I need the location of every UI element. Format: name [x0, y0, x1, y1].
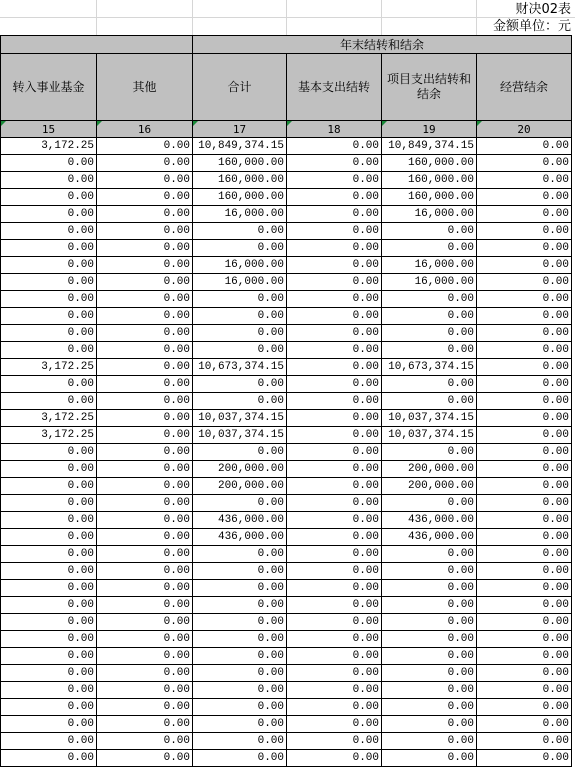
table-row — [1, 138, 572, 155]
table-cell[interactable]: 0.00 — [287, 478, 382, 495]
table-cell[interactable]: 0.00 — [97, 699, 193, 716]
table-cell[interactable]: 0.00 — [477, 172, 572, 189]
table-cell[interactable]: 16,000.00 — [193, 206, 287, 223]
table-row — [1, 546, 572, 563]
table-cell[interactable]: 0.00 — [1, 665, 97, 682]
table-cell[interactable]: 0.00 — [193, 682, 287, 699]
table-cell[interactable]: 0.00 — [97, 444, 193, 461]
table-cell[interactable]: 0.00 — [97, 546, 193, 563]
table-cell[interactable]: 0.00 — [287, 631, 382, 648]
table-cell[interactable]: 0.00 — [193, 308, 287, 325]
table-cell[interactable]: 0.00 — [287, 716, 382, 733]
table-cell[interactable]: 0.00 — [193, 614, 287, 631]
table-cell[interactable]: 0.00 — [287, 342, 382, 359]
table-row — [1, 665, 572, 682]
column-header[interactable]: 基本支出结转 — [287, 54, 382, 121]
column-header[interactable]: 其他 — [97, 54, 193, 121]
table-cell[interactable]: 0.00 — [1, 308, 97, 325]
table-cell[interactable]: 0.00 — [287, 699, 382, 716]
table-cell[interactable]: 0.00 — [97, 138, 193, 155]
comment-marker-icon — [287, 121, 292, 126]
table-cell[interactable]: 0.00 — [382, 716, 477, 733]
table-cell[interactable]: 0.00 — [382, 614, 477, 631]
data-table — [0, 35, 572, 767]
table-cell[interactable]: 0.00 — [287, 614, 382, 631]
table-row — [1, 206, 572, 223]
table-cell[interactable]: 0.00 — [477, 478, 572, 495]
table-row — [1, 291, 572, 308]
table-cell[interactable]: 0.00 — [477, 614, 572, 631]
table-cell[interactable]: 16,000.00 — [382, 257, 477, 274]
column-number: 17 — [232, 122, 247, 136]
column-number-cell[interactable] — [287, 121, 382, 138]
table-cell[interactable]: 0.00 — [287, 461, 382, 478]
table-cell[interactable]: 0.00 — [97, 665, 193, 682]
table-row — [1, 648, 572, 665]
table-cell[interactable]: 0.00 — [477, 682, 572, 699]
comment-marker-icon — [193, 121, 198, 126]
table-cell[interactable]: 0.00 — [287, 393, 382, 410]
table-cell[interactable]: 0.00 — [1, 172, 97, 189]
table-row — [1, 461, 572, 478]
table-cell[interactable]: 0.00 — [1, 393, 97, 410]
table-cell[interactable]: 0.00 — [477, 427, 572, 444]
table-cell[interactable]: 0.00 — [193, 665, 287, 682]
column-number-cell[interactable] — [97, 121, 193, 138]
table-cell[interactable]: 0.00 — [193, 631, 287, 648]
table-cell[interactable]: 0.00 — [193, 546, 287, 563]
header-blank[interactable] — [1, 36, 193, 54]
table-cell[interactable]: 0.00 — [97, 597, 193, 614]
table-cell[interactable]: 0.00 — [1, 750, 97, 767]
table-cell[interactable]: 0.00 — [1, 512, 97, 529]
table-cell[interactable]: 0.00 — [382, 325, 477, 342]
table-cell[interactable]: 10,849,374.15 — [193, 138, 287, 155]
table-cell[interactable]: 0.00 — [193, 495, 287, 512]
table-cell[interactable]: 10,673,374.15 — [193, 359, 287, 376]
table-cell[interactable]: 0.00 — [287, 308, 382, 325]
table-cell[interactable]: 0.00 — [1, 155, 97, 172]
table-cell[interactable]: 0.00 — [97, 206, 193, 223]
table-cell[interactable]: 0.00 — [382, 631, 477, 648]
table-cell[interactable]: 0.00 — [287, 512, 382, 529]
column-number: 19 — [422, 122, 436, 136]
table-row — [1, 478, 572, 495]
table-row — [1, 682, 572, 699]
table-cell[interactable]: 0.00 — [287, 495, 382, 512]
table-cell[interactable]: 0.00 — [97, 716, 193, 733]
table-cell[interactable]: 0.00 — [287, 580, 382, 597]
comment-marker-icon — [477, 121, 482, 126]
table-cell[interactable]: 0.00 — [287, 257, 382, 274]
table-cell[interactable]: 0.00 — [477, 223, 572, 240]
table-cell[interactable]: 0.00 — [193, 699, 287, 716]
table-cell[interactable]: 16,000.00 — [382, 274, 477, 291]
table-cell[interactable]: 0.00 — [477, 138, 572, 155]
table-cell[interactable]: 436,000.00 — [382, 512, 477, 529]
table-cell[interactable]: 0.00 — [382, 342, 477, 359]
table-cell[interactable]: 0.00 — [193, 291, 287, 308]
table-cell[interactable]: 436,000.00 — [382, 529, 477, 546]
table-cell[interactable]: 0.00 — [382, 682, 477, 699]
table-cell[interactable]: 0.00 — [97, 495, 193, 512]
table-cell[interactable]: 0.00 — [1, 648, 97, 665]
table-cell[interactable]: 0.00 — [287, 563, 382, 580]
table-cell[interactable]: 0.00 — [477, 308, 572, 325]
table-row — [1, 155, 572, 172]
table-cell[interactable]: 10,037,374.15 — [193, 427, 287, 444]
table-cell[interactable]: 0.00 — [382, 563, 477, 580]
column-number-cell[interactable] — [477, 121, 572, 138]
table-cell[interactable]: 0.00 — [1, 495, 97, 512]
table-row — [1, 444, 572, 461]
table-cell[interactable]: 160,000.00 — [193, 155, 287, 172]
table-cell[interactable]: 0.00 — [1, 274, 97, 291]
table-row — [1, 342, 572, 359]
table-cell[interactable]: 0.00 — [287, 597, 382, 614]
table-cell[interactable]: 0.00 — [97, 563, 193, 580]
table-cell[interactable]: 0.00 — [287, 410, 382, 427]
table-cell[interactable]: 0.00 — [97, 410, 193, 427]
table-cell[interactable]: 0.00 — [477, 257, 572, 274]
table-cell[interactable]: 0.00 — [97, 325, 193, 342]
comment-marker-icon — [97, 121, 102, 126]
table-cell[interactable]: 0.00 — [1, 614, 97, 631]
sheet-title: 财决02表 — [515, 2, 571, 17]
table-cell[interactable]: 0.00 — [287, 376, 382, 393]
table-row — [1, 580, 572, 597]
table-cell[interactable]: 0.00 — [97, 274, 193, 291]
table-row — [1, 410, 572, 427]
table-cell[interactable]: 0.00 — [1, 325, 97, 342]
table-cell[interactable]: 0.00 — [97, 614, 193, 631]
table-cell[interactable]: 0.00 — [97, 376, 193, 393]
table-cell[interactable]: 0.00 — [477, 512, 572, 529]
table-cell[interactable]: 0.00 — [382, 444, 477, 461]
table-cell[interactable]: 10,037,374.15 — [382, 427, 477, 444]
table-cell[interactable]: 0.00 — [287, 682, 382, 699]
table-cell[interactable]: 0.00 — [1, 682, 97, 699]
table-cell[interactable]: 0.00 — [193, 563, 287, 580]
table-cell[interactable]: 0.00 — [287, 444, 382, 461]
table-cell[interactable]: 160,000.00 — [382, 189, 477, 206]
table-cell[interactable]: 0.00 — [382, 733, 477, 750]
table-cell[interactable]: 0.00 — [477, 733, 572, 750]
table-cell[interactable]: 0.00 — [193, 733, 287, 750]
table-cell[interactable]: 0.00 — [1, 699, 97, 716]
table-cell[interactable]: 0.00 — [382, 495, 477, 512]
table-cell[interactable]: 0.00 — [97, 308, 193, 325]
table-cell[interactable]: 0.00 — [287, 274, 382, 291]
table-cell[interactable]: 0.00 — [193, 325, 287, 342]
table-cell[interactable]: 0.00 — [477, 750, 572, 767]
table-row — [1, 512, 572, 529]
table-cell[interactable]: 0.00 — [1, 631, 97, 648]
table-cell[interactable]: 0.00 — [477, 444, 572, 461]
table-row — [1, 274, 572, 291]
table-cell[interactable]: 0.00 — [1, 546, 97, 563]
table-cell[interactable]: 0.00 — [382, 291, 477, 308]
table-cell[interactable]: 0.00 — [477, 410, 572, 427]
table-cell[interactable]: 0.00 — [477, 189, 572, 206]
table-cell[interactable]: 160,000.00 — [193, 172, 287, 189]
table-row — [1, 699, 572, 716]
column-number: 20 — [517, 122, 531, 136]
table-cell[interactable]: 0.00 — [193, 393, 287, 410]
table-cell[interactable]: 0.00 — [97, 172, 193, 189]
table-cell[interactable]: 0.00 — [97, 580, 193, 597]
table-cell[interactable]: 0.00 — [287, 750, 382, 767]
table-cell[interactable]: 16,000.00 — [193, 274, 287, 291]
table-cell[interactable]: 0.00 — [1, 529, 97, 546]
table-row — [1, 733, 572, 750]
comment-marker-icon — [1, 121, 6, 126]
table-cell[interactable]: 0.00 — [477, 597, 572, 614]
unit-label: 金额单位：元 — [492, 19, 571, 34]
table-cell[interactable]: 0.00 — [382, 308, 477, 325]
table-cell[interactable]: 0.00 — [97, 750, 193, 767]
table-cell[interactable]: 0.00 — [97, 478, 193, 495]
table-cell[interactable]: 0.00 — [1, 342, 97, 359]
column-header[interactable]: 转入事业基金 — [1, 54, 97, 121]
column-number-cell[interactable] — [1, 121, 97, 138]
table-row — [1, 172, 572, 189]
table-cell[interactable]: 0.00 — [193, 342, 287, 359]
table-cell[interactable]: 0.00 — [477, 648, 572, 665]
table-cell[interactable]: 0.00 — [1, 444, 97, 461]
table-cell[interactable]: 0.00 — [97, 393, 193, 410]
table-cell[interactable]: 0.00 — [477, 155, 572, 172]
table-cell[interactable]: 0.00 — [477, 342, 572, 359]
group-header[interactable]: 年末结转和结余 — [193, 36, 572, 54]
table-cell[interactable]: 0.00 — [477, 716, 572, 733]
comment-marker-icon — [382, 121, 387, 126]
table-cell[interactable]: 0.00 — [193, 648, 287, 665]
table-row — [1, 376, 572, 393]
table-cell[interactable]: 0.00 — [97, 512, 193, 529]
table-cell[interactable]: 0.00 — [382, 597, 477, 614]
table-cell[interactable]: 160,000.00 — [382, 172, 477, 189]
table-cell[interactable]: 0.00 — [97, 427, 193, 444]
table-cell[interactable]: 436,000.00 — [193, 529, 287, 546]
table-cell[interactable]: 200,000.00 — [382, 461, 477, 478]
column-number: 16 — [137, 122, 152, 136]
table-cell[interactable]: 0.00 — [1, 206, 97, 223]
table-cell[interactable]: 0.00 — [477, 240, 572, 257]
table-cell[interactable]: 200,000.00 — [193, 461, 287, 478]
table-cell[interactable]: 0.00 — [287, 665, 382, 682]
table-row — [1, 563, 572, 580]
table-row — [1, 308, 572, 325]
table-cell[interactable]: 0.00 — [97, 291, 193, 308]
table-cell[interactable]: 0.00 — [97, 359, 193, 376]
table-cell[interactable]: 0.00 — [287, 648, 382, 665]
table-cell[interactable]: 0.00 — [193, 750, 287, 767]
table-cell[interactable]: 0.00 — [477, 291, 572, 308]
table-cell[interactable]: 0.00 — [477, 546, 572, 563]
table-cell[interactable]: 0.00 — [97, 733, 193, 750]
table-cell[interactable]: 0.00 — [287, 733, 382, 750]
table-cell[interactable]: 0.00 — [1, 733, 97, 750]
table-cell[interactable]: 0.00 — [382, 376, 477, 393]
table-row — [1, 257, 572, 274]
table-cell[interactable]: 0.00 — [287, 325, 382, 342]
table-cell[interactable]: 0.00 — [287, 427, 382, 444]
table-cell[interactable]: 0.00 — [477, 359, 572, 376]
column-number: 15 — [41, 122, 56, 136]
table-cell[interactable]: 0.00 — [1, 376, 97, 393]
table-cell[interactable]: 0.00 — [287, 546, 382, 563]
table-cell[interactable]: 436,000.00 — [193, 512, 287, 529]
column-number-cell[interactable] — [193, 121, 287, 138]
table-cell[interactable]: 0.00 — [477, 529, 572, 546]
table-row — [1, 325, 572, 342]
table-cell[interactable]: 0.00 — [477, 699, 572, 716]
table-row — [1, 393, 572, 410]
table-row — [1, 223, 572, 240]
table-cell[interactable]: 0.00 — [477, 461, 572, 478]
table-cell[interactable]: 0.00 — [287, 291, 382, 308]
table-cell[interactable]: 0.00 — [382, 546, 477, 563]
table-cell[interactable]: 0.00 — [287, 206, 382, 223]
table-cell[interactable]: 0.00 — [1, 257, 97, 274]
table-cell[interactable]: 3,172.25 — [1, 427, 97, 444]
table-cell[interactable]: 0.00 — [382, 393, 477, 410]
table-cell[interactable]: 0.00 — [1, 478, 97, 495]
table-cell[interactable]: 0.00 — [97, 223, 193, 240]
table-cell[interactable]: 0.00 — [382, 240, 477, 257]
table-cell[interactable]: 0.00 — [477, 495, 572, 512]
table-cell[interactable]: 0.00 — [1, 597, 97, 614]
table-cell[interactable]: 0.00 — [1, 240, 97, 257]
table-cell[interactable]: 0.00 — [287, 138, 382, 155]
table-row — [1, 750, 572, 767]
table-row — [1, 597, 572, 614]
table-row — [1, 189, 572, 206]
table-cell[interactable]: 0.00 — [1, 580, 97, 597]
column-header[interactable]: 合计 — [193, 54, 287, 121]
column-number: 18 — [327, 122, 341, 136]
table-cell[interactable]: 0.00 — [287, 359, 382, 376]
table-cell[interactable]: 160,000.00 — [382, 155, 477, 172]
grid-line — [0, 17, 575, 18]
table-cell[interactable]: 3,172.25 — [1, 410, 97, 427]
table-cell[interactable]: 0.00 — [287, 189, 382, 206]
table-cell[interactable]: 0.00 — [97, 631, 193, 648]
table-cell[interactable]: 0.00 — [287, 240, 382, 257]
table-cell[interactable]: 0.00 — [477, 580, 572, 597]
table-cell[interactable]: 10,849,374.15 — [382, 138, 477, 155]
table-cell[interactable]: 0.00 — [193, 716, 287, 733]
table-row — [1, 359, 572, 376]
table-cell[interactable]: 0.00 — [382, 750, 477, 767]
table-cell[interactable]: 10,037,374.15 — [193, 410, 287, 427]
table-cell[interactable]: 0.00 — [1, 291, 97, 308]
table-cell[interactable]: 0.00 — [97, 648, 193, 665]
table-cell[interactable]: 0.00 — [287, 172, 382, 189]
table-cell[interactable]: 0.00 — [382, 699, 477, 716]
table-cell[interactable]: 160,000.00 — [193, 189, 287, 206]
table-row — [1, 495, 572, 512]
table-cell[interactable]: 0.00 — [1, 189, 97, 206]
table-cell[interactable]: 0.00 — [287, 155, 382, 172]
table-cell[interactable]: 10,037,374.15 — [382, 410, 477, 427]
table-cell[interactable]: 0.00 — [97, 529, 193, 546]
table-cell[interactable]: 0.00 — [193, 240, 287, 257]
table-cell[interactable]: 0.00 — [477, 325, 572, 342]
table-cell[interactable]: 0.00 — [97, 461, 193, 478]
column-header[interactable]: 项目支出结转和结余 — [382, 54, 477, 121]
table-row — [1, 716, 572, 733]
table-cell[interactable]: 0.00 — [382, 648, 477, 665]
table-body — [1, 138, 572, 767]
table-cell[interactable]: 0.00 — [1, 563, 97, 580]
table-row — [1, 631, 572, 648]
table-cell[interactable]: 0.00 — [97, 682, 193, 699]
table-cell[interactable]: 16,000.00 — [193, 257, 287, 274]
table-row — [1, 614, 572, 631]
table-cell[interactable]: 0.00 — [193, 597, 287, 614]
table-cell[interactable]: 0.00 — [382, 665, 477, 682]
column-header[interactable]: 经营结余 — [477, 54, 572, 121]
table-cell[interactable]: 0.00 — [193, 376, 287, 393]
table-cell[interactable]: 0.00 — [477, 563, 572, 580]
table-row — [1, 427, 572, 444]
table-cell[interactable]: 0.00 — [287, 223, 382, 240]
table-cell[interactable]: 16,000.00 — [382, 206, 477, 223]
column-number-cell[interactable] — [382, 121, 477, 138]
table-cell[interactable]: 200,000.00 — [193, 478, 287, 495]
table-cell[interactable]: 0.00 — [477, 393, 572, 410]
table-cell[interactable]: 0.00 — [477, 274, 572, 291]
table-cell[interactable]: 0.00 — [193, 580, 287, 597]
table-cell[interactable]: 0.00 — [287, 529, 382, 546]
table-cell[interactable]: 0.00 — [97, 342, 193, 359]
table-cell[interactable]: 0.00 — [97, 155, 193, 172]
table-cell[interactable]: 3,172.25 — [1, 138, 97, 155]
table-cell[interactable]: 3,172.25 — [1, 359, 97, 376]
table-cell[interactable]: 0.00 — [97, 189, 193, 206]
table-cell[interactable]: 0.00 — [1, 223, 97, 240]
table-cell[interactable]: 0.00 — [382, 580, 477, 597]
table-cell[interactable]: 0.00 — [382, 223, 477, 240]
table-cell[interactable]: 0.00 — [97, 240, 193, 257]
table-cell[interactable]: 0.00 — [193, 444, 287, 461]
table-cell[interactable]: 0.00 — [1, 461, 97, 478]
table-cell[interactable]: 0.00 — [193, 223, 287, 240]
table-cell[interactable]: 0.00 — [477, 631, 572, 648]
table-cell[interactable]: 200,000.00 — [382, 478, 477, 495]
table-cell[interactable]: 0.00 — [477, 665, 572, 682]
table-cell[interactable]: 0.00 — [1, 716, 97, 733]
table-cell[interactable]: 0.00 — [97, 257, 193, 274]
table-cell[interactable]: 0.00 — [477, 206, 572, 223]
table-row — [1, 240, 572, 257]
table-cell[interactable]: 10,673,374.15 — [382, 359, 477, 376]
table-row — [1, 529, 572, 546]
table-cell[interactable]: 0.00 — [477, 376, 572, 393]
